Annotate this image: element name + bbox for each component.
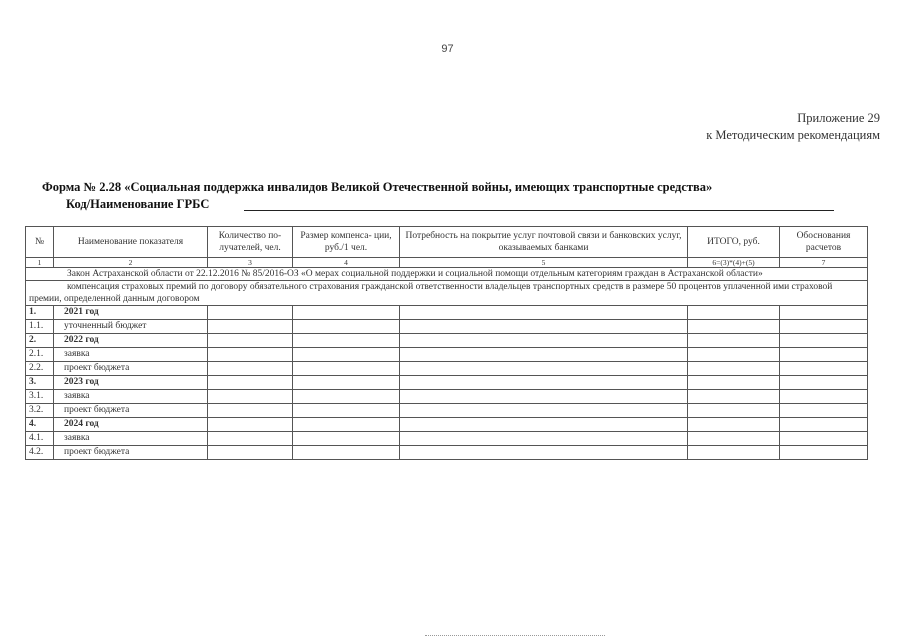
compensation-row <box>26 281 868 306</box>
header-cell-compensation: Размер компенса- ции, руб./1 чел. <box>293 227 400 258</box>
appendix-line-2: к Методическим рекомендациям <box>706 128 880 142</box>
row-number: 4.1. <box>26 432 54 446</box>
empty-cell <box>400 404 688 418</box>
appendix-line-1: Приложение 29 <box>797 111 880 125</box>
empty-cell <box>208 432 293 446</box>
row-name: проект бюджета <box>54 362 208 376</box>
empty-cell <box>293 432 400 446</box>
header-cell-indicator: Наименование показателя <box>54 227 208 258</box>
row-number: 3.2. <box>26 404 54 418</box>
row-number: 1. <box>26 306 54 320</box>
law-text: Закон Астраханской области от 22.12.2016 № 85/2016-ОЗ «О мерах социальной поддержки и социальной помощи отдельным категориям граждан в Астраханской области» <box>26 268 868 281</box>
empty-cell <box>208 348 293 362</box>
empty-cell <box>208 418 293 432</box>
empty-cell <box>293 362 400 376</box>
empty-cell <box>400 306 688 320</box>
law-row <box>26 268 868 281</box>
table-row <box>26 334 868 348</box>
row-name: 2022 год <box>54 334 208 348</box>
table-row <box>26 390 868 404</box>
header-cell-postal-banking: Потребность на покрытие услуг почтовой связи и банковских услуг, оказываемых банками <box>400 227 688 258</box>
column-number: 4 <box>293 258 400 268</box>
row-name: заявка <box>54 432 208 446</box>
empty-cell <box>688 334 780 348</box>
row-name: проект бюджета <box>54 404 208 418</box>
table-row <box>26 432 868 446</box>
empty-cell <box>400 446 688 460</box>
table-row <box>26 376 868 390</box>
row-name: заявка <box>54 348 208 362</box>
empty-cell <box>293 334 400 348</box>
empty-cell <box>208 334 293 348</box>
empty-cell <box>400 348 688 362</box>
grbs-fill-line <box>244 210 834 211</box>
appendix-note <box>706 110 880 144</box>
empty-cell <box>688 432 780 446</box>
empty-cell <box>780 362 868 376</box>
table-row <box>26 362 868 376</box>
empty-cell <box>208 446 293 460</box>
empty-cell <box>780 418 868 432</box>
empty-cell <box>780 432 868 446</box>
form-title: Форма № 2.28 «Социальная поддержка инвалидов Великой Отечественной войны, имеющих транспортные средства» <box>42 180 713 194</box>
empty-cell <box>208 390 293 404</box>
empty-cell <box>293 376 400 390</box>
empty-cell <box>400 376 688 390</box>
empty-cell <box>780 334 868 348</box>
empty-cell <box>208 404 293 418</box>
empty-cell <box>688 418 780 432</box>
table-row <box>26 418 868 432</box>
header-row <box>26 227 868 258</box>
column-number: 6=(3)*(4)+(5) <box>688 258 780 268</box>
row-number: 3. <box>26 376 54 390</box>
empty-cell <box>293 390 400 404</box>
compensation-text: компенсация страховых премий по договору обязательного страхования гражданской ответственности владельцев транспортных средств в размере 50 процентов уплаченной ими страховой премии, определенной данным договором <box>26 281 868 306</box>
empty-cell <box>780 348 868 362</box>
row-number: 1.1. <box>26 320 54 334</box>
empty-cell <box>293 306 400 320</box>
row-name: 2023 год <box>54 376 208 390</box>
row-number: 4.2. <box>26 446 54 460</box>
empty-cell <box>780 446 868 460</box>
empty-cell <box>688 320 780 334</box>
empty-cell <box>208 306 293 320</box>
table-row <box>26 446 868 460</box>
empty-cell <box>293 418 400 432</box>
empty-cell <box>293 320 400 334</box>
column-numbers-row <box>26 258 868 268</box>
grbs-label: Код/Наименование ГРБС <box>66 197 210 211</box>
empty-cell <box>208 362 293 376</box>
empty-cell <box>400 418 688 432</box>
row-number: 2.1. <box>26 348 54 362</box>
empty-cell <box>688 306 780 320</box>
row-number: 2. <box>26 334 54 348</box>
column-number: 2 <box>54 258 208 268</box>
empty-cell <box>780 404 868 418</box>
empty-cell <box>208 320 293 334</box>
empty-cell <box>780 390 868 404</box>
data-table <box>25 226 868 460</box>
empty-cell <box>780 320 868 334</box>
column-number: 3 <box>208 258 293 268</box>
row-name: проект бюджета <box>54 446 208 460</box>
column-number: 7 <box>780 258 868 268</box>
header-cell-total: ИТОГО, руб. <box>688 227 780 258</box>
empty-cell <box>293 446 400 460</box>
empty-cell <box>293 404 400 418</box>
empty-cell <box>688 404 780 418</box>
column-number: 1 <box>26 258 54 268</box>
empty-cell <box>688 376 780 390</box>
empty-cell <box>780 376 868 390</box>
scan-artifact-line <box>425 635 605 636</box>
empty-cell <box>688 446 780 460</box>
empty-cell <box>293 348 400 362</box>
table-row <box>26 348 868 362</box>
table-row <box>26 306 868 320</box>
empty-cell <box>400 320 688 334</box>
empty-cell <box>400 334 688 348</box>
empty-cell <box>688 390 780 404</box>
header-cell-justification: Обоснования расчетов <box>780 227 868 258</box>
empty-cell <box>208 376 293 390</box>
header-cell-num: № <box>26 227 54 258</box>
row-number: 4. <box>26 418 54 432</box>
empty-cell <box>688 348 780 362</box>
row-number: 2.2. <box>26 362 54 376</box>
header-cell-recipients: Количество по- лучателей, чел. <box>208 227 293 258</box>
row-name: заявка <box>54 390 208 404</box>
empty-cell <box>400 432 688 446</box>
row-name: 2021 год <box>54 306 208 320</box>
table-row <box>26 404 868 418</box>
row-number: 3.1. <box>26 390 54 404</box>
page-number: 97 <box>441 43 454 55</box>
row-name: уточненный бюджет <box>54 320 208 334</box>
empty-cell <box>780 306 868 320</box>
empty-cell <box>400 390 688 404</box>
empty-cell <box>400 362 688 376</box>
table-row <box>26 320 868 334</box>
column-number: 5 <box>400 258 688 268</box>
empty-cell <box>688 362 780 376</box>
row-name: 2024 год <box>54 418 208 432</box>
